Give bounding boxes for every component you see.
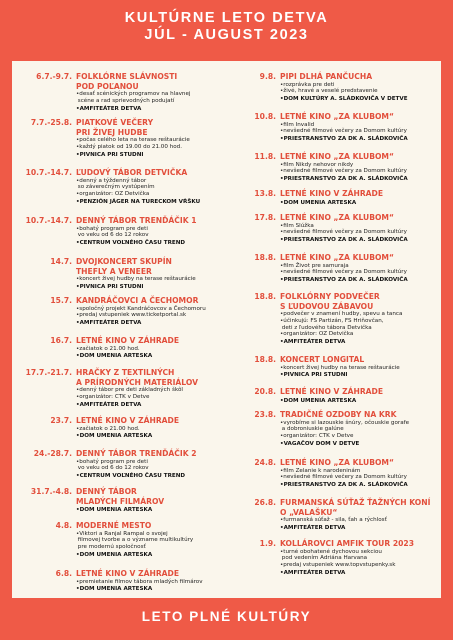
event-date: 1.9. xyxy=(259,539,276,548)
event-title: DENNÝ TÁBOR TRENĎÁČIK 1 xyxy=(76,216,197,225)
event-item xyxy=(228,498,452,532)
event-date: 17.7.-21.7. xyxy=(25,368,72,377)
event-date: 9.8. xyxy=(259,72,276,81)
event-description: •začiatok o 21.00 hod. xyxy=(76,425,140,432)
event-venue: •PRIESTRANSTVO ZA DK A. SLÁDKOVIČA xyxy=(280,482,408,489)
event-description: •turné obohatené dychovou sekciou pod vedením Adriána Harvana •predaj vstupeniek www.topvstupenky.sk xyxy=(280,548,396,569)
event-venue: •AMFITEÁTER DETVA xyxy=(76,105,142,112)
event-date: 31.7.-4.8. xyxy=(30,487,72,496)
event-description: •film Zelanie k narodeninám •nevšedné filmové večery za Domom kultúry xyxy=(280,467,407,481)
event-venue: •PRIESTRANSTVO ZA DK A. SLÁDKOVIČA xyxy=(280,136,408,143)
event-venue: •PRIESTRANSTVO ZA DK A. SLÁDKOVIČA xyxy=(280,277,408,284)
event-item xyxy=(14,449,224,480)
event-title: DVOJKONCERT SKUPÍN THEFLY A VENEER xyxy=(76,257,172,276)
event-description: •bohatý program pre deti vo veku od 6 do 12 rokov xyxy=(76,225,149,239)
event-item xyxy=(14,521,224,559)
event-date: 10.7.-14.7. xyxy=(25,216,72,225)
event-title: LETNÉ KINO „ZA KLUBOM“ xyxy=(280,458,394,467)
event-venue: •DOM UMENIA ARTESKA xyxy=(76,353,153,360)
event-venue: •PIVNICA PRI STUDNI xyxy=(280,372,348,379)
event-description: •spoločný projekt Kandráčovcov a Čechomoru •predaj vstupeniek www.ticketportal.sk xyxy=(76,305,206,319)
event-title: MODERNÉ MESTO xyxy=(76,521,152,530)
event-title: KANDRÁČOVCI A ČECHOMOR xyxy=(76,296,199,305)
event-description: •denný a týždenný tábor so záverečným vystúpením •organizátor: OZ Detvička xyxy=(76,177,155,198)
event-date: 10.7.-14.7. xyxy=(25,168,72,177)
event-venue: •DOM UMENIA ARTESKA xyxy=(76,586,153,593)
event-title: FOLKLÓRNE SLÁVNOSTI POD POĽANOU xyxy=(76,72,178,91)
event-venue: •DOM KULTÚRY A. SLÁDKOVIČA V DETVE xyxy=(280,96,408,103)
event-item xyxy=(228,112,452,143)
event-description: •Viktori a Ranjal Rampal o svojej filmovej tvorbe a o význame multikultúry pre modernú spoločnosť xyxy=(76,530,194,551)
event-date: 13.8. xyxy=(254,189,276,198)
event-item xyxy=(14,118,224,158)
event-description: •koncert živej hudby na terase reštaurácie xyxy=(76,276,196,282)
event-item xyxy=(228,152,452,183)
event-venue: •AMFITEÁTER DETVA xyxy=(76,401,142,408)
event-venue: •AMFITEÁTER DETVA xyxy=(280,524,346,531)
event-item xyxy=(228,458,452,489)
event-item xyxy=(14,72,224,112)
event-title: LETNÉ KINO V ZÁHRADE xyxy=(280,189,384,198)
event-title: KOLLÁROVCI AMFIK TOUR 2023 xyxy=(280,539,414,548)
event-title: LETNÉ KINO „ZA KLUBOM“ xyxy=(280,213,394,222)
event-description: •koncert živej hudby na terase reštaurácie xyxy=(280,364,400,371)
event-date: 11.8. xyxy=(254,152,276,161)
event-venue: •PRIESTRANSTVO ZA DK A. SLÁDKOVIČA xyxy=(280,237,408,244)
event-item xyxy=(14,336,224,360)
event-description: •rozprávka pre deti •živé, hravé a veselé predstavenie xyxy=(280,81,378,95)
event-venue: •DOM UMENIA ARTESKA xyxy=(280,397,357,404)
event-item xyxy=(228,189,452,206)
event-item xyxy=(228,253,452,284)
event-description: •bohatý program pre deti vo veku od 6 do 12 rokov xyxy=(76,458,149,472)
event-item xyxy=(14,368,224,408)
event-date: 7.7.-25.8. xyxy=(30,118,72,127)
event-description: •film Invalid •nevšedné filmové večery za Domom kultúry xyxy=(280,121,407,135)
event-venue: •AMFITEÁTER DETVA xyxy=(76,320,142,327)
event-title: LETNÉ KINO „ZA KLUBOM“ xyxy=(280,253,394,262)
event-title: ĽUDOVÝ TÁBOR DETVIČKA xyxy=(76,168,188,177)
event-title: LETNÉ KINO V ZÁHRADE xyxy=(76,416,180,425)
event-item xyxy=(14,296,224,327)
event-item xyxy=(228,72,452,103)
event-date: 26.8. xyxy=(254,498,276,507)
event-title: LETNÉ KINO V ZÁHRADE xyxy=(76,569,180,578)
event-date: 18.8. xyxy=(254,253,276,262)
event-date: 6.8. xyxy=(55,569,72,578)
event-description: •vyrobíme si lazouskie šnúry, očouskie gorafe a dobroniuskie galúne •organizátor: CTK v Detve xyxy=(280,419,410,440)
event-item xyxy=(228,292,452,346)
event-title: FURMANSKÁ SÚŤAŽ ŤAŽNÝCH KONÍ O „VALAŠKU“ xyxy=(280,498,431,517)
event-item xyxy=(228,539,452,577)
poster-header xyxy=(0,10,453,44)
event-date: 23.7. xyxy=(50,416,72,425)
event-venue: •DOM UMENIA ARTESKA xyxy=(76,433,153,440)
poster-footer: LETO PLNÉ KULTÚRY xyxy=(141,609,312,624)
event-title: HRAČKY Z TEXTILNÝCH A PRÍRODNÝCH MATERIÁLOV xyxy=(76,368,198,387)
event-date: 24.8. xyxy=(254,458,276,467)
event-item xyxy=(14,487,224,514)
event-venue: •PRIESTRANSTVO ZA DK A. SLÁDKOVIČA xyxy=(280,176,408,183)
event-venue: •DOM UMENIA ARTESKA xyxy=(280,199,357,206)
event-title: PIATKOVÉ VEČERY PRI ŽIVEJ HUDBE xyxy=(76,118,154,137)
event-item xyxy=(14,257,224,291)
event-description: •film Slúžka •nevšedné filmové večery za Domom kultúry xyxy=(280,222,407,236)
event-item xyxy=(14,569,224,593)
event-title: DENNÝ TÁBOR TRENĎÁČIK 2 xyxy=(76,449,197,458)
event-item xyxy=(14,168,224,206)
event-date: 23.8. xyxy=(254,410,276,419)
event-title: LETNÉ KINO „ZA KLUBOM“ xyxy=(280,112,394,121)
event-date: 6.7.-9.7. xyxy=(36,72,72,81)
event-venue: •CENTRUM VOĽNÉHO ČASU TREND xyxy=(76,473,186,480)
event-item xyxy=(228,410,452,448)
event-title: LETNÉ KINO „ZA KLUBOM“ xyxy=(280,152,394,161)
event-description: •premietanie filmov tábora mladých filmárov xyxy=(76,578,203,585)
event-description: •denný tábor pre deti základných škôl •organizátor: CTK v Detve xyxy=(76,387,183,400)
event-description: •počas celého leta na terase reštaurácie •každý piatok od 19.00 do 21.00 hod. xyxy=(76,137,190,150)
poster-title: KULTÚRNE LETO DETVA xyxy=(124,10,329,26)
event-date: 18.8. xyxy=(254,355,276,364)
event-date: 17.8. xyxy=(254,213,276,222)
event-venue: •PIVNICA PRI STUDNI xyxy=(76,151,144,158)
event-description: •začiatok o 21.00 hod. xyxy=(76,345,140,352)
event-venue: •PIVNICA PRI STUDNI xyxy=(76,283,144,290)
event-item xyxy=(14,416,224,440)
event-description: •film Nikdy nehovor nikdy •nevšedné filmové večery za Domom kultúry xyxy=(280,161,407,175)
event-description: •podvečer v znamení hudby, spevu a tanca •účinkujú: FS Partizán, FS Hriňovčan, deti z ľudového tábora Detvička •organizátor: OZ Detvička xyxy=(280,311,403,338)
event-date: 20.8. xyxy=(254,387,276,396)
event-date: 15.7. xyxy=(50,296,72,305)
poster-subtitle: JÚL - AUGUST 2023 xyxy=(144,27,309,43)
event-date: 4.8. xyxy=(55,521,72,530)
event-title: TRADIČNÉ OZDOBY NA KRK xyxy=(280,410,397,419)
event-description: •desať scénických programov na hlavnej scéne a rad sprievodných podujatí xyxy=(76,91,191,104)
event-venue: •VAGAČOV DOM V DETVE xyxy=(280,440,360,447)
event-title: LETNÉ KINO V ZÁHRADE xyxy=(280,387,384,396)
event-date: 14.7. xyxy=(50,257,72,266)
event-date: 24.-28.7. xyxy=(33,449,72,458)
event-title: KONCERT LONGITAL xyxy=(280,355,365,364)
event-date: 18.8. xyxy=(254,292,276,301)
event-description: •furmanská súťaž - sila, ťah a rýchlosť xyxy=(280,517,387,523)
event-description: •film Život pre samuraja •nevšedné filmové večery za Domom kultúry xyxy=(280,262,407,276)
event-item xyxy=(14,216,224,247)
event-title: DENNÝ TÁBOR MLADÝCH FILMÁROV xyxy=(76,487,165,506)
event-title: FOLKLÓRNY PODVEČER S ĽUDOVOU ZÁBAVOU xyxy=(280,292,380,311)
event-item xyxy=(228,387,452,404)
event-title: LETNÉ KINO V ZÁHRADE xyxy=(76,336,180,345)
event-venue: •AMFITEÁTER DETVA xyxy=(280,569,346,576)
event-venue: •PENZIÓN JÁGER NA TURECKOM VŔŠKU xyxy=(76,198,201,205)
event-venue: •DOM UMENIA ARTESKA xyxy=(76,551,153,558)
event-venue: •AMFITEÁTER DETVA xyxy=(280,339,346,346)
event-date: 16.7. xyxy=(50,336,72,345)
event-item xyxy=(228,355,452,379)
event-venue: •DOM UMENIA ARTESKA xyxy=(76,507,153,513)
event-venue: •CENTRUM VOĽNÉHO ČASU TREND xyxy=(76,240,186,247)
event-date: 10.8. xyxy=(254,112,276,121)
event-title: PIPI DLHÁ PANČUCHA xyxy=(280,72,373,81)
event-item xyxy=(228,213,452,244)
